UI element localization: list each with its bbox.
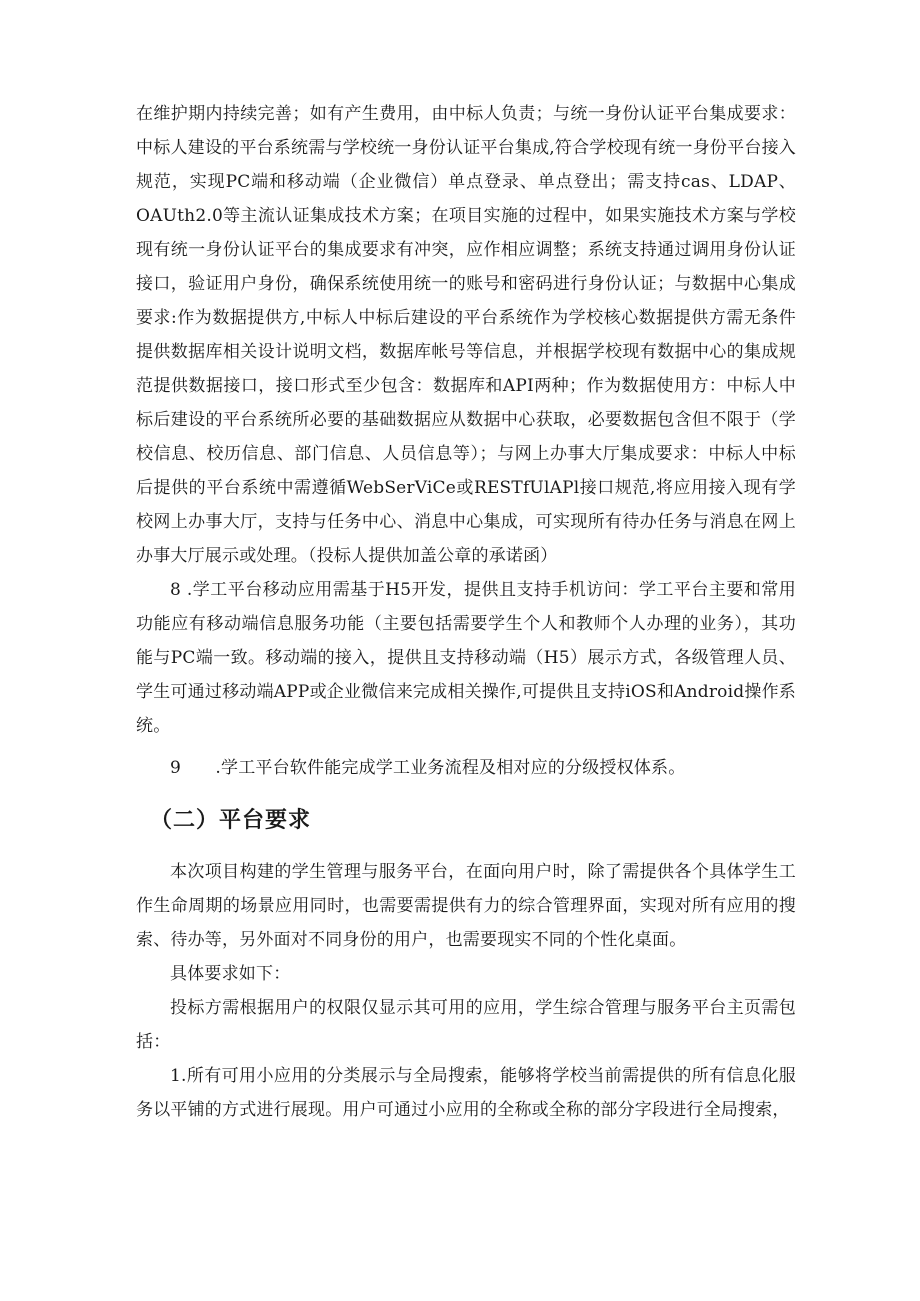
paragraph-item-1: 1.所有可用小应用的分类展示与全局搜索，能够将学校当前需提供的所有信息化服务以平铺的方式进行展现。用户可通过小应用的全称或全称的部分字段进行全局搜索， [136, 1066, 796, 1120]
section-heading: （二）平台要求 [150, 808, 312, 833]
spacer [136, 743, 796, 751]
paragraph-platform-intro: 本次项目构建的学生管理与服务平台，在面向用户时，除了需提供各个具体学生工作生命周期的场景应用同时，也需要需提供有力的综合管理界面，实现对所有应用的搜索、待办等，另外面对不同身份的用户，也需要现实不同的个性化桌面。 [136, 862, 796, 950]
paragraph-specific-requirements: 具体要求如下： [170, 964, 291, 984]
paragraph-homepage-requirements: 投标方需根据用户的权限仅显示其可用的应用，学生综合管理与服务平台主页需包括： [136, 998, 796, 1052]
paragraph-item-9: 9 .学工平台软件能完成学工业务流程及相对应的分级授权体系。 [170, 758, 686, 778]
document-body [136, 97, 796, 1127]
paragraph-item-8: 8 .学工平台移动应用需基于H5开发，提供且支持手机访问：学工平台主要和常用功能应有移动端信息服务功能（主要包括需要学生个人和教师个人办理的业务），其功能与PC端一致。移动端的接入，提供且支持移动端（H5）展示方式，各级管理人员、学生可通过移动端APP或企业微信来完成相关操作,可提供且支持iOS和Android操作系统。 [136, 580, 796, 736]
paragraph-integration-requirements: 在维护期内持续完善；如有产生费用，由中标人负责；与统一身份认证平台集成要求：中标人建设的平台系统需与学校统一身份认证平台集成,符合学校现有统一身份平台接入规范，实现PC端和移动端（企业微信）单点登录、单点登出；需支持cas、LDAP、OAUth2.0等主流认证集成技术方案；在项目实施的过程中，如果实施技术方案与学校现有统一身份认证平台的集成要求有冲突，应作相应调整；系统支持通过调用身份认证接口，验证用户身份，确保系统使用统一的账号和密码进行身份认证；与数据中心集成要求:作为数据提供方,中标人中标后建设的平台系统作为学校核心数据提供方需无条件提供数据库相关设计说明文档，数据库帐号等信息，并根据学校现有数据中心的集成规范提供数据接口，接口形式至少包含：数据库和API两种；作为数据使用方：中标人中标后建设的平台系统所必要的基础数据应从数据中心获取，必要数据包含但不限于（学校信息、校历信息、部门信息、人员信息等）；与网上办事大厅集成要求：中标人中标后提供的平台系统中需遵循WebSerViCe或RESTfUlAPl接口规范,将应用接入现有学校网上办事大厅，支持与任务中心、消息中心集成，可实现所有待办任务与消息在网上办事大厅展示或处理。（投标人提供加盖公章的承诺函） [136, 104, 796, 566]
